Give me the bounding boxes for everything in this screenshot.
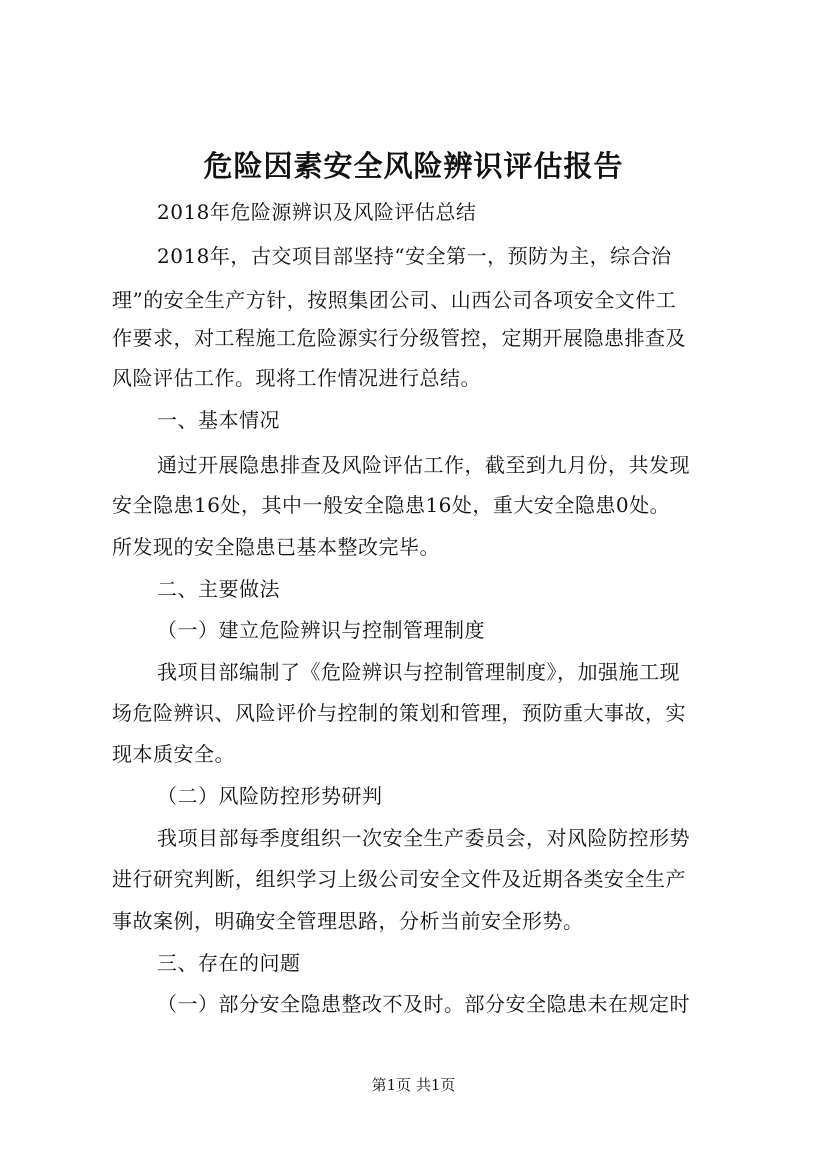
text-line: 事故案例，明确安全管理思路，分析当前安全形势。 xyxy=(112,909,584,933)
text-line: 2018年，古交项目部坚持“安全第一，预防为主，综合治 xyxy=(157,244,672,268)
text-line: 安全隐患16处，其中一般安全隐患16处，重大安全隐患0处。 xyxy=(112,493,671,517)
text-line: 进行研究判断，组织学习上级公司安全文件及近期各类安全生产 xyxy=(112,867,686,891)
section-heading: 一、基本情况 xyxy=(157,408,280,432)
text-line: 我项目部编制了《危险辨识与控制管理制度》，加强施工现 xyxy=(157,660,680,684)
document-title: 危险因素安全风险辨识评估报告 xyxy=(203,149,624,183)
text-line: 场危险辨识、风险评价与控制的策划和管理，预防重大事故，实 xyxy=(112,701,686,725)
page-number: 第1页 共1页 xyxy=(371,1076,456,1094)
text-line: 通过开展隐患排查及风险评估工作，截至到九月份，共发现 xyxy=(157,453,690,477)
text-line: 风险评估工作。现将工作情况进行总结。 xyxy=(112,366,481,390)
text-line: 作要求，对工程施工危险源实行分级管控，定期开展隐患排查及 xyxy=(112,326,686,350)
text-line: 理”的安全生产方针，按照集团公司、山西公司各项安全文件工 xyxy=(112,288,677,312)
section-heading: 二、主要做法 xyxy=(157,577,280,601)
subsection-heading: （一）部分安全隐患整改不及时。部分安全隐患未在规定时 xyxy=(157,992,690,1016)
section-heading: 三、存在的问题 xyxy=(157,951,301,975)
text-line: 现本质安全。 xyxy=(112,742,235,766)
subsection-heading: （二）风险防控形势研判 xyxy=(157,784,383,808)
text-line: 2018年危险源辨识及风险评估总结 xyxy=(157,200,477,224)
text-line: 我项目部每季度组织一次安全生产委员会，对风险防控形势 xyxy=(157,826,690,850)
subsection-heading: （一）建立危险辨识与控制管理制度 xyxy=(157,618,485,642)
text-line: 所发现的安全隐患已基本整改完毕。 xyxy=(112,535,440,559)
